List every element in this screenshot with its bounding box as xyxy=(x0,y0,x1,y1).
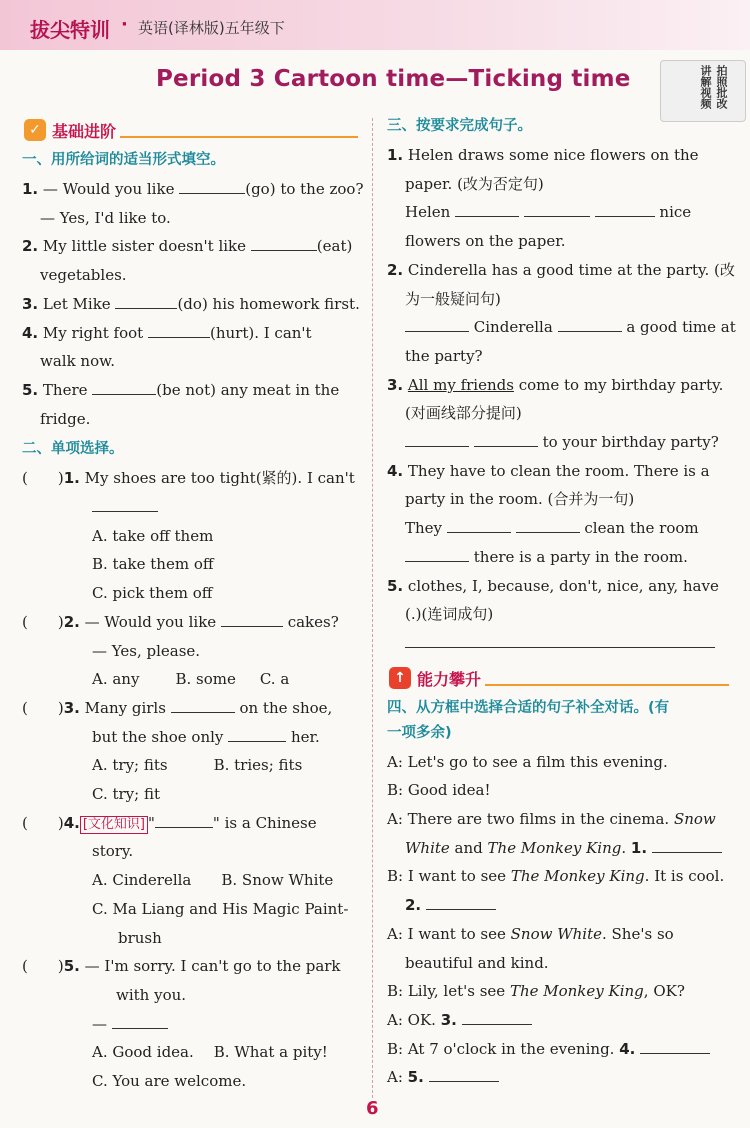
section-header-advanced xyxy=(387,664,733,692)
answer-blank[interactable] xyxy=(171,694,235,713)
answer-blank[interactable] xyxy=(405,543,469,562)
mc3-cont: but the shoe only her. xyxy=(22,723,362,752)
q5-line: 5. There (be not) any meat in the xyxy=(22,376,362,405)
section-underline xyxy=(485,684,729,686)
dialog-line: White and The Monkey King. 1. xyxy=(387,834,733,863)
answer-blank[interactable] xyxy=(595,198,655,217)
option[interactable]: A. Good idea. xyxy=(92,1043,194,1062)
dialog-line: B: Lily, let's see The Monkey King, OK? xyxy=(387,982,685,1001)
mc2-line: ( )2. — Would you like cakes? xyxy=(22,608,362,637)
option[interactable]: C. pick them off xyxy=(92,584,213,603)
s5-answer xyxy=(387,629,733,658)
option[interactable]: B. Snow White xyxy=(221,871,334,890)
mc3-options xyxy=(22,751,362,780)
dialog-line: A: There are two films in the cinema. Snow xyxy=(387,810,716,829)
dialog-line: A: OK. 3. xyxy=(387,1006,733,1035)
s4-answer: They clean the room xyxy=(387,514,733,543)
option[interactable]: A. try; fits xyxy=(92,756,168,775)
s5-line: 5. clothes, I, because, don't, nice, any, have xyxy=(387,576,719,595)
photo-correct-label: 拍照批改 xyxy=(715,65,728,109)
answer-blank[interactable] xyxy=(429,1063,499,1082)
mc3-line: ( )3. Many girls on the shoe, xyxy=(22,694,362,723)
option[interactable]: C. try; fit xyxy=(92,785,161,804)
dialog-line: beautiful and kind. xyxy=(405,953,549,972)
option[interactable]: A. Cinderella xyxy=(92,871,192,890)
answer-blank[interactable] xyxy=(640,1035,710,1054)
part4-title-cont: 一项多余) xyxy=(387,724,452,741)
answer-blank[interactable] xyxy=(516,514,580,533)
part1-title: 一、用所给词的适当形式填空。 xyxy=(22,152,225,168)
section-label: 基础进阶 xyxy=(52,122,117,141)
answer-blank[interactable] xyxy=(179,175,245,194)
part3-title: 三、按要求完成句子。 xyxy=(387,118,532,134)
s2-cont: the party? xyxy=(405,346,483,365)
s4-line: 4. They have to clean the room. There is a xyxy=(387,461,710,480)
option[interactable]: C. Ma Liang and His Magic Paint- xyxy=(92,899,349,918)
video-label: 讲解视频 xyxy=(699,65,712,109)
s2-answer: Cinderella a good time at xyxy=(387,313,733,342)
page-title: Period 3 Cartoon time—Ticking time xyxy=(156,66,631,92)
answer-blank[interactable] xyxy=(474,428,538,447)
section-label: 能力攀升 xyxy=(417,669,482,689)
answer-blank[interactable] xyxy=(228,723,286,742)
part4-title: 四、从方框中选择合适的句子补全对话。(有 xyxy=(387,699,670,716)
dialog-line: A: Let's go to see a film this evening. xyxy=(387,752,668,771)
q1-reply: — Yes, I'd like to. xyxy=(40,208,171,227)
s4-instr: party in the room. (合并为一句) xyxy=(405,490,635,509)
flame-icon: ↑ xyxy=(389,667,411,689)
dialog-line: B: I want to see The Monkey King. It is cool. xyxy=(387,867,725,886)
s3-line: 3. All my friends come to my birthday party. xyxy=(387,375,724,394)
dialog-line: B: Good idea! xyxy=(387,781,491,800)
s3-answer: to your birthday party? xyxy=(387,428,733,457)
s5-instr: (.)(连词成句) xyxy=(405,605,494,624)
mc5-cont: with you. xyxy=(116,985,187,1004)
s3-instr: (对画线部分提问) xyxy=(405,404,522,423)
option[interactable]: C. a xyxy=(259,670,290,689)
answer-blank[interactable] xyxy=(92,493,158,512)
mc5-options xyxy=(22,1038,362,1067)
q2-cont: vegetables. xyxy=(40,266,127,285)
option[interactable]: A. any xyxy=(92,670,140,689)
answer-blank[interactable] xyxy=(115,290,177,309)
dialog-line: B: At 7 o'clock in the evening. 4. xyxy=(387,1035,733,1064)
option[interactable]: B. some xyxy=(175,670,236,689)
option[interactable]: C. You are welcome. xyxy=(92,1072,247,1091)
s1-answer: Helen nice xyxy=(387,198,733,227)
column-divider xyxy=(372,118,373,1098)
mc2-options xyxy=(22,665,362,694)
mc2-reply: — Yes, please. xyxy=(92,641,201,660)
part2-title: 二、单项选择。 xyxy=(22,441,124,458)
answer-blank[interactable] xyxy=(155,809,213,828)
s2-line: 2. Cinderella has a good time at the party. (改 xyxy=(387,260,735,279)
header-dot: · xyxy=(121,14,128,35)
mc1-blank-line xyxy=(22,493,362,522)
answer-blank[interactable] xyxy=(652,834,722,853)
q2-line: 2. My little sister doesn't like (eat) xyxy=(22,232,362,261)
q5-cont: fridge. xyxy=(40,409,91,428)
option[interactable]: B. What a pity! xyxy=(213,1043,328,1062)
option[interactable]: B. take them off xyxy=(92,555,214,574)
section-underline xyxy=(120,136,358,138)
left-column xyxy=(22,110,362,1096)
q4-line: 4. My right foot (hurt). I can't xyxy=(22,319,362,348)
book-subtitle: 英语(译林版)五年级下 xyxy=(138,19,285,37)
mc4-options xyxy=(22,866,362,895)
answer-blank[interactable] xyxy=(92,376,156,395)
answer-blank[interactable] xyxy=(447,514,511,533)
mc5-blank-line: — xyxy=(22,1010,362,1039)
answer-blank[interactable] xyxy=(405,313,469,332)
mc5-line: ( )5. — I'm sorry. I can't go to the park xyxy=(22,957,341,976)
option[interactable]: B. tries; fits xyxy=(213,756,303,775)
answer-blank[interactable] xyxy=(148,319,210,338)
q3-line: 3. Let Mike (do) his homework first. xyxy=(22,290,362,319)
answer-blank[interactable] xyxy=(221,608,283,627)
s1-instr: paper. (改为否定句) xyxy=(405,174,544,193)
mc1-line: ( )1. My shoes are too tight(紧的). I can't xyxy=(22,469,355,488)
answer-blank[interactable] xyxy=(405,428,469,447)
answer-blank[interactable] xyxy=(455,198,519,217)
mc4-cont: story. xyxy=(92,842,134,861)
option[interactable]: A. take off them xyxy=(92,526,214,545)
q4-cont: walk now. xyxy=(40,352,115,371)
answer-blank[interactable] xyxy=(251,232,317,251)
page-number: 6 xyxy=(366,1098,379,1119)
dialog-line: A: 5. xyxy=(387,1063,733,1092)
s1-cont: flowers on the paper. xyxy=(405,232,566,251)
dialog-line: 2. xyxy=(387,891,733,920)
right-column xyxy=(387,110,736,1092)
answer-blank[interactable] xyxy=(558,313,622,332)
answer-blank[interactable] xyxy=(524,198,590,217)
section-header-basic xyxy=(22,116,362,144)
s1-line: 1. Helen draws some nice flowers on the xyxy=(387,146,699,164)
answer-blank[interactable] xyxy=(426,891,496,910)
answer-blank[interactable] xyxy=(462,1006,532,1025)
s4-cont: there is a party in the room. xyxy=(387,543,733,572)
header-bar xyxy=(0,0,750,50)
answer-blank[interactable] xyxy=(112,1010,168,1029)
answer-blank[interactable] xyxy=(405,629,715,648)
q1-line: 1. — Would you like (go) to the zoo? xyxy=(22,175,362,204)
option-cont: brush xyxy=(118,928,162,947)
culture-tag: [文化知识] xyxy=(80,816,148,834)
mc4-line: ( )4. [文化知识] " " is a Chinese xyxy=(22,809,362,838)
dialog-line: A: I want to see Snow White. She's so xyxy=(387,924,674,943)
runner-icon: ✓ xyxy=(24,119,46,141)
brand-logo: 拔尖特训 xyxy=(30,18,110,42)
s2-instr: 为一般疑问句) xyxy=(405,289,501,308)
